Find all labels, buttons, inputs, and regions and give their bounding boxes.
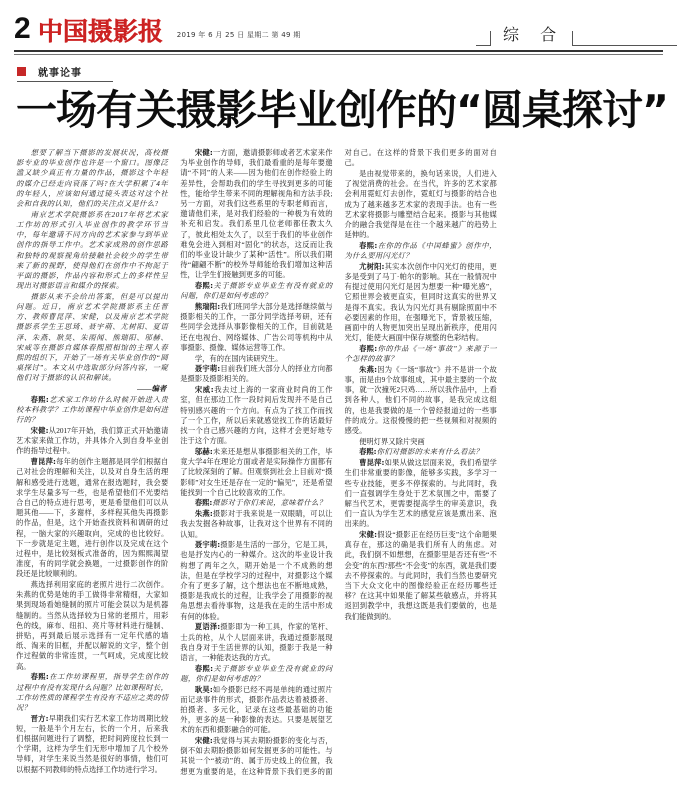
qa-answer — [180, 622, 332, 663]
qa-text: 在工作坊课程里，指导学生创作的过程中有没有发现什么问题？比如课程时长，工作坊性质的课程学生有没有不适应之类的情况？ — [16, 672, 169, 712]
qa-text: 摄影即为一种工具，作家的笔杆、士兵的枪，从个人层面来讲，我通过摄影展现我自身对于生活世界的认知，摄影于我是一种语言，一种能表达我的方式。 — [180, 622, 333, 662]
qa-text: 燕选择利用家庭的老照片进行二次创作。朱燕的优势是她的手工做得非常精细，大家如果到现场看她缝制的照片可能会误以为是机器缝制的。当然从选择较为日常的老照片，用彩色的线，麻布、纽扣、亮片等材料进行缝制、拼贴，再到最后展示选择有一定年代感的墙纸、淘来的旧框，并配以解说的文字，整个创作过程做的非常连贯，一气呵成，完成度比较高。 — [16, 580, 169, 671]
qa-text: 其实本次创作中闪光灯的使用，更多是受到了马丁·帕尔的影响。其在一般情况中有提过使用闪光灯是因为想要一种“曝光感”，它照世界会被更直实，但同时这真实的世界又是得不真实。我认为闪光灯具有剔除照面中不必要因素的作用，在强曝光下，背景被压缩，画面中的人物更加突出呈现出新秩序，使用闪光灯，能使大画面中保存规整的色彩结构。 — [344, 261, 497, 343]
qa-answer — [345, 169, 497, 240]
qa-speaker-name: 熊瑞阳: — [194, 302, 221, 312]
qa-speaker-name: 宋健: — [30, 425, 49, 435]
qa-speaker-name: 宋健: — [194, 736, 213, 746]
newspaper-title: 中国摄影报 — [37, 17, 163, 46]
qa-question — [180, 281, 332, 301]
qa-speaker-name: 聂宇萌: — [194, 364, 221, 374]
kicker-square-icon — [17, 67, 26, 76]
qa-text: 艺术家工作坊什么时候开始进入贵校本科教学？工作坊课程中毕业创作是如何进行的？ — [16, 394, 169, 425]
qa-speaker-name: 宋健: — [194, 148, 213, 157]
section-name: 综 合 — [503, 25, 565, 44]
qa-speaker-name: 春熙: — [194, 663, 214, 673]
qa-speaker-name: 春熙: — [359, 343, 378, 353]
qa-answer — [345, 458, 497, 529]
bracket-right-decoration — [572, 31, 677, 46]
section-label-group — [476, 22, 677, 46]
qa-answer — [16, 457, 168, 579]
qa-speaker-name: 夏语泽: — [194, 622, 221, 632]
page-number: 2 — [14, 12, 30, 45]
qa-text: 我觉得与其去期盼摄影的变化与否，倒不如去期盼摄影如何发掘更多的可能性。与其说一个“被动”的、属于历史线上的位置，我想更为重要的是，在这种背景下我们更多的面对自己。在这样的背景下我们更多的面对自己。 — [180, 148, 497, 776]
qa-speaker-name: 朱燕: — [194, 509, 213, 519]
qa-text: 摄影对于你们来说，意味着什么？ — [212, 498, 327, 508]
qa-answer — [180, 302, 332, 353]
qa-speaker-name: 聂宇萌: — [194, 540, 221, 550]
qa-question — [345, 344, 497, 364]
masthead-rule-thin — [14, 54, 663, 55]
page-title: 一场有关摄影毕业创作的“圆桌探讨” — [16, 86, 668, 134]
article-body — [16, 148, 661, 784]
kicker-text: 就事论事 — [38, 68, 82, 79]
qa-speaker-name: 曹昆萍: — [30, 457, 56, 467]
qa-question — [180, 664, 332, 684]
qa-text: 你的作品《一场“事故”》来源于一个怎样的故事？ — [344, 343, 497, 364]
qa-speaker-name: 春熙: — [359, 240, 378, 250]
qa-speaker-name: 曹昆萍: — [359, 458, 385, 468]
qa-text: 在你的作品《中国蜂蜜》创作中，为什么要用闪光灯？ — [344, 240, 497, 261]
qa-text: 关于摄影专业毕业生没有就业的问题，你们是如何考虑的？ — [180, 663, 333, 683]
qa-text: 我们班同学大部分是选择继续做与摄影相关的工作，一部分同学选择考研，还有些同学会选择从事影像相关的工作，目前就是还在电视台、网络媒体、广告公司等机构中从事摄影、摄像、媒体运营等工作。 — [180, 302, 333, 352]
qa-question — [16, 672, 168, 713]
qa-speaker-name: 春熙: — [359, 447, 377, 457]
masthead-rule — [14, 50, 663, 52]
qa-text: 因为《一场“事故”》并不是讲一个故事，而是由9个故事组成，其中最主要的一个故事，就一次撞死2只鸡……所以我作品中，上看到各种人，他们不同的故事，是我完成这组的，也是我要做的是一个曾经报道过的一些事件的成分。这很慢慢的把一些视频和对视频的感受。 — [344, 364, 497, 435]
qa-text: 目前我们班大部分人的择业方向都是摄影及摄影相关的。 — [180, 364, 333, 384]
qa-speaker-name: 春熙: — [30, 394, 49, 404]
qa-text: 关于摄影专业毕业生有没有就业的问题，你们是如何考虑的？ — [180, 281, 333, 301]
qa-answer — [180, 447, 332, 498]
qa-answer — [180, 540, 332, 622]
qa-text: 每年的创作主题都是同学们根据自己对社会的理解和关注，以及对自身生活的理解和感受进行选题，通常在报选题时，我会要求学生尽量多写一些，也是希望他们不光要结合自己的特点进行思考，更是希望他们可以从题其他——下，多谢样，多样程其他失再摄影的作品，但是，这个开始查找资料和调研的过程，一脑大家的兴趣取向，完成的也比较好。下一步就是定主题，进行创作以及完成在这个过程中，是比较刻板式准备的，因为熙熙渴望准度，有的同学就会换题，一过摄影创作的阶段还是比较顺利的。 — [16, 457, 169, 579]
qa-speaker-name: 春熙: — [194, 498, 213, 508]
qa-question — [180, 498, 332, 508]
qa-text: 你们对摄影的未来有什么看法？ — [376, 447, 483, 457]
kicker-label — [17, 64, 113, 82]
qa-answer — [180, 385, 332, 446]
bracket-left-decoration — [476, 31, 491, 46]
qa-answer — [345, 262, 497, 344]
lede-paragraph: 摄影从来不会给出答案，但是可以提出问题。近日，南京艺术学院摄影系主任晋方、教师曹昆萍、宋健，以及南京艺术学院摄影系学生王思琦、聂宇萌、尤树阳、夏语泽、朱燕、耿昊、朱雨闻、熊瑞阳、邬赫、宋威等在摄影自媒体春熙照相馆的主理人春熙的组织下，开始了一场有关毕业创作的“圆桌探讨”。本文从中选取部分问答内容，一窥他们对于摄影的认识和解读。 — [16, 291, 169, 383]
qa-answer — [180, 364, 332, 384]
qa-speaker-name: 晋方: — [30, 713, 49, 723]
qa-text: 便明灯界又除片突画 — [359, 436, 425, 446]
qa-answer — [16, 426, 168, 457]
lede-paragraph: 南京艺术学院摄影系在2017年将艺术家工作坊的形式引入毕业创作的教学环节当中，每年邀请不同方向的艺术家参与到毕业创作的指导工作中。艺术家成熟的创作思路和独特的观察视角给接触社会较少的学生带来了新的视野，使得他们在创作中不拘泥于平面的摄影，作品内容和形式上的多样性呈现出对摄影语言和媒介的探索。 — [16, 209, 169, 291]
qa-text: 假设“摄影正在经历巨变”这个命题果真存在，那这的确是我们所有人的焦虑。对此，我们倒不如想想，在摄影里是否还有些“不会变”的东西?那些“不会变”的东西，就是我们要去不停探索的。与此同时，我们当然也要研究当下大众文化中的图像经验正在经历哪些迁移？在这其中如果能了解某些敏感点，并将其返回到教学中，我想这既是我们要做的，也是我们能做到的。 — [344, 530, 497, 621]
qa-speaker-name: 春熙: — [30, 672, 49, 682]
qa-speaker-name: 朱燕: — [359, 364, 378, 374]
qa-answer — [345, 530, 497, 622]
qa-answer — [180, 148, 332, 281]
qa-answer — [180, 354, 332, 364]
qa-speaker-name: 春熙: — [194, 281, 214, 291]
qa-speaker-name: 耿昊: — [194, 684, 213, 694]
qa-answer — [345, 365, 497, 436]
qa-text: 从2017年开始，我们算正式开始邀请艺术家来做工作坊，并具体介入到自身毕业创作的指导过程中。 — [16, 425, 169, 456]
qa-text: 一方面，邀请摄影师或者艺术家来作为毕业创作的导师，我们最看重的是每年要邀请“不同”的人来——因为他们在创作经验上的差异性，会帮助我们的学生寻找到更多的可能性，能给学生带来不同的理解视角和方法手段;另一方面，对我们这些系里的专职老师而言，邀请他们来，是对我们经验的一种极为有效的补充和启发。我们系里几位老师都任教太久了，彼此相处太久了，以至于我们的毕业创作难免会进入到相对“固化”的状态，这反而让我们的毕业设计缺少了某种“活性”。所以我们期待“翩翩不断”的校外导师能给我们增加这种活性，让学生们接触到更多的可能。 — [180, 148, 333, 280]
qa-speaker-name: 宋威: — [194, 385, 214, 395]
qa-answer — [16, 580, 168, 672]
qa-text: 如果从做这层面来说，我们希望学生们非常重要的影像，能够多实践，多学习一些专业技能，更多不停探索的。与此同时，我们一直强调学生身处于艺术氛围之中，需要了解当代艺术，更需要提高学生的审美意识，我们一直认为学生艺术的感觉应该是熏出来、泡出来的。 — [344, 458, 497, 529]
editor-signature: ——编者 — [137, 384, 167, 394]
lede-paragraph: 想要了解当下摄影的发展状况，高校摄影专业的毕业创作也许是一个窗口。图像泛滥又缺少真正有力量的作品，摄影这个年轻的媒介已经走向衰落了吗?在大学积累了4年的年轻人，应该如何通过镜头表达对这个社会和自我的认知，他们的关注点又是什么? — [16, 148, 169, 209]
qa-speaker-name: 尤树阳: — [359, 261, 385, 271]
qa-speaker-name: 邬赫: — [194, 446, 213, 456]
qa-text: 未来还是想从事摄影相关的工作，毕竟大学4年在理论方面或者是实际操作方面都有了比较深刻的了解。但观察到社会上目前对“摄影师”对女生还是存在一定的“偏见”，还是希望能找到一个自己比较喜欢的工作。 — [180, 446, 333, 497]
qa-text: 如今摄影已经不再是单纯的通过照片而记录事件的形式，摄影作品表达着被摄者、拍摄者、多元化，记录在这些最基础的功能外，更多的是一种影像的表达。只要是展望艺术的东西和摄影融合的可能。 — [180, 684, 333, 735]
qa-text: 是由视觉带来的，换句话来说，人们进入了视觉消费的社会。在当代，许多的艺术家都会利用霓虹灯去创作，霓虹灯与摄影的结合也成为了越来越多艺术家的表现手法。也有一些艺术家将摄影与雕塑结合起来。摄影与其他媒介的融合我觉得是在往一个越来越广的趋势上延伸的。 — [344, 168, 497, 240]
qa-answer — [180, 509, 332, 540]
qa-text: 早期我们实行艺术家工作坊周期比较短，一般是半个月左右，长的一个月，后来我们根据问题进行了调整，把时间跨度拉长到一个学期，这样为学生们无形中增加了几个校外导师，对学生来说当然是很好的事情，他们可以根据不同教师的特点选择工作坊进行学习。 — [16, 713, 169, 774]
qa-text: 摄影对于我来说是一双眼睛，可以让我去发掘各种故事，让我对这个世界有不同的认知。 — [180, 509, 333, 539]
masthead-inner — [14, 0, 663, 46]
qa-text: 摄影是生活的一部分，它是工具，也是抒发内心的一种媒介。这次的毕业设计我构想了两年之久，期开始是一个不成熟的想法，但是在学校学习的过程中，对摄影这个媒介有了更多了解，这个想法也在不断地成熟，摄影是我成长的过程，让我学会了用摄影的视角思想去看待事物，这是我在走的生活中形成有何的体验。 — [180, 540, 333, 621]
qa-answer — [345, 437, 497, 447]
issue-date-line: 2019 年 6 月 25 日 星期二 第 49 期 — [176, 31, 301, 39]
qa-text: 学，有的在国内读研究生。 — [194, 353, 283, 363]
masthead — [0, 0, 677, 52]
qa-answer — [180, 685, 332, 736]
qa-question — [345, 241, 497, 261]
qa-answer — [16, 714, 168, 775]
qa-speaker-name: 宋健: — [359, 530, 378, 540]
qa-text: 我去过上海的一家商业时尚的工作室，但在那边工作一段时间后发现并不是自己特别感兴趣的一个方向。有点为了找工作而找了一个工作，所以后来就感觉找工作的话最好找一个自己感兴趣的方向，这样才会更好地专注于这个方面。 — [180, 385, 333, 446]
qa-question — [345, 447, 497, 457]
qa-question — [16, 395, 168, 426]
